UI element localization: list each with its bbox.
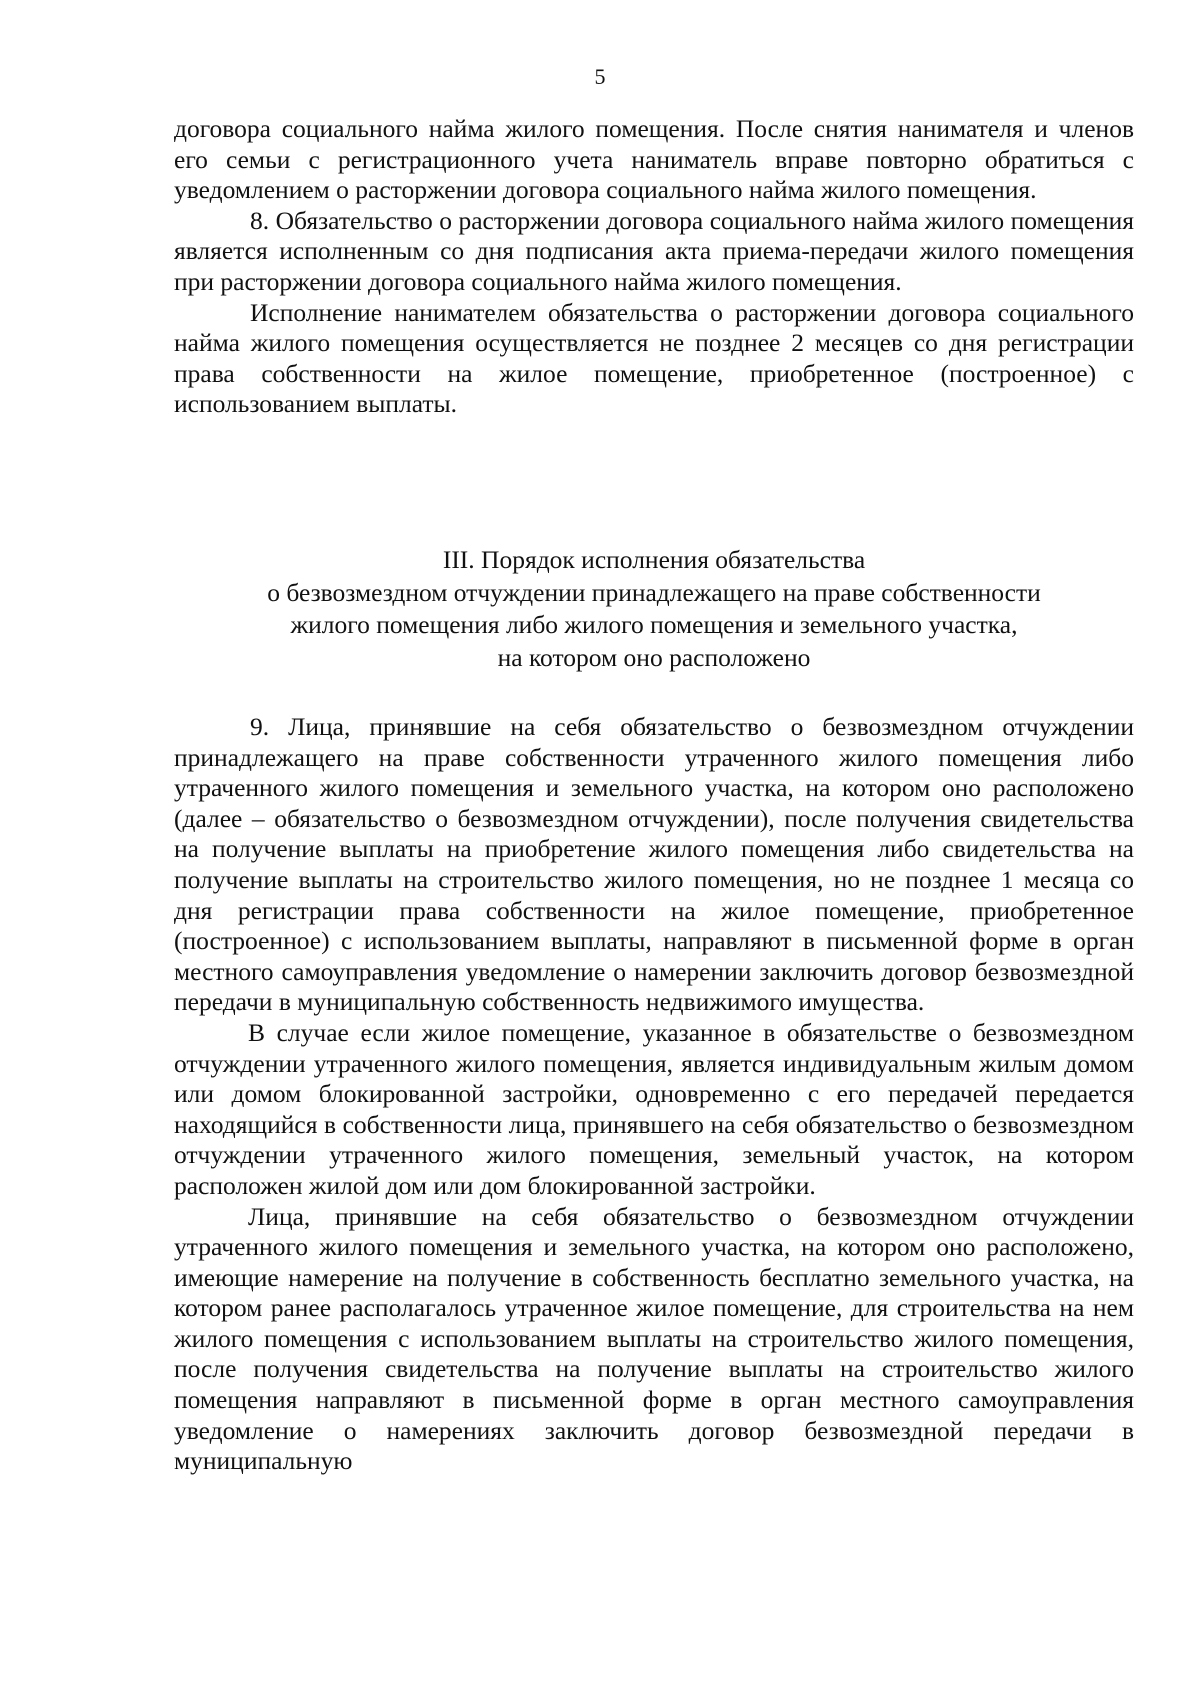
paragraph-execution-term: Исполнение нанимателем обязательства о расторжении договора социального найма жилого помещения осуществляется не позднее 2 месяцев со дня регистрации права собственности на жилое помещение, приобретенное (построенное) с использованием выплаты. xyxy=(174,297,1134,419)
section-heading xyxy=(174,544,1134,674)
heading-line-3: жилого помещения либо жилого помещения и земельного участка, xyxy=(290,610,1018,639)
section-2-body xyxy=(174,712,1134,1477)
paragraph-land-plot: Лица, принявшие на себя обязательство о безвозмездном отчуждении утраченного жилого помещения и земельного участка, на котором оно расположено, имеющие намерение на получение в собственность бесплатно земельного участка, на котором ранее располагалось утраченное жилое помещение, для строительства на нем жилого помещения с использованием выплаты на строительство жилого помещения, после получения свидетельства на получение выплаты на строительство жилого помещения направляют в письменной форме в орган местного самоуправления уведомление о намерениях заключить договор безвозмездной передачи в муниципальную xyxy=(174,1201,1134,1476)
heading-line-2: о безвозмездном отчуждении принадлежащего на праве собственности xyxy=(267,577,1041,607)
paragraph-item-8: 8. Обязательство о расторжении договора социального найма жилого помещения является исполненным со дня подписания акта приема-передачи жилого помещения при расторжении договора социального найма жилого помещения. xyxy=(174,205,1134,296)
paragraph-item-9: 9. Лица, принявшие на себя обязательство о безвозмездном отчуждении принадлежащего на праве собственности утраченного жилого помещения либо утраченного жилого помещения и земельного участка, на котором оно расположено (далее – обязательство о безвозмездном отчуждении), после получения свидетельства на получение выплаты на приобретение жилого помещения либо свидетельства на получение выплаты на строительство жилого помещения, но не позднее 1 месяца со дня регистрации права собственности на жилое помещение, приобретенное (построенное) с использованием выплаты, направляют в письменной форме в орган местного самоуправления уведомление о намерении заключить договор безвозмездной передачи в муниципальную собственность недвижимого имущества. xyxy=(174,712,1134,1017)
page-number: 5 xyxy=(594,64,606,89)
paragraph-continuation: договора социального найма жилого помещения. После снятия нанимателя и членов его семьи с регистрационного учета наниматель вправе повторно обратиться с уведомлением о расторжении договора социального найма жилого помещения. xyxy=(174,114,1134,205)
paragraph-residential-house: В случае если жилое помещение, указанное в обязательстве о безвозмездном отчуждении утраченного жилого помещения, является индивидуальным жилым домом или домом блокированной застройки, одновременно с его передачей передается находящийся в собственности лица, принявшего на себя обязательство о безвозмездном отчуждении утраченного жилого помещения, земельный участок, на котором расположен жилой дом или дом блокированной застройки. xyxy=(174,1017,1134,1200)
heading-line-4: на котором оно расположено xyxy=(497,642,811,672)
heading-line-1: III. Порядок исполнения обязательства xyxy=(442,545,866,574)
section-1-body xyxy=(174,114,1134,420)
